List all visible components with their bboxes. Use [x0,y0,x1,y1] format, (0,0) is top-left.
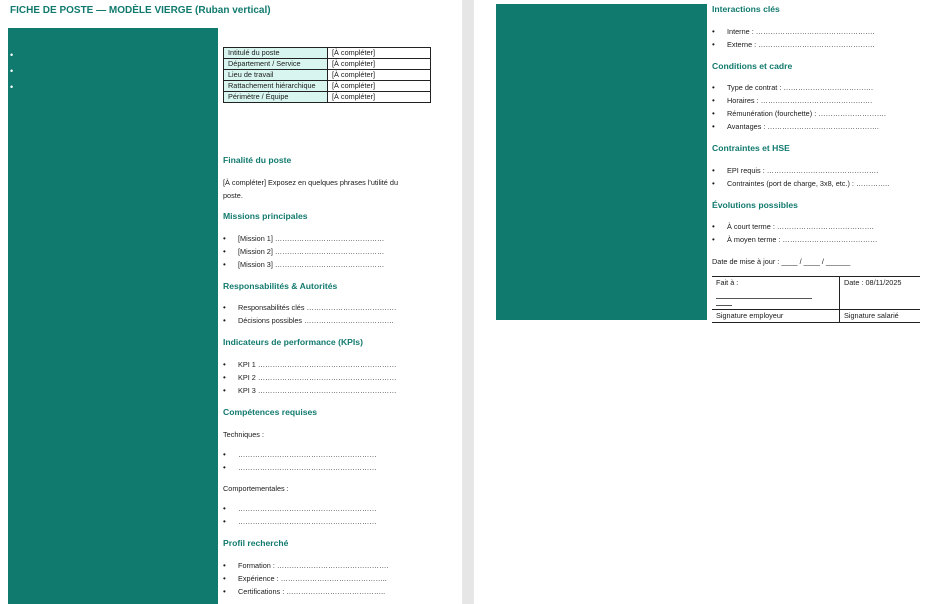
table-key: Intitulé du poste [224,48,328,59]
signature-place-cell [712,277,839,310]
list-item: • Interne : …………………………………………. [712,25,875,38]
list-item: • KPI 1 ………………………………………………… [223,358,397,371]
list-item: • À moyen terme : ………………………………… [712,233,877,246]
list-item: • Externe : ………………………………………… [712,38,875,51]
list-item: • Responsabilités clés ………………………………. [223,301,396,314]
list-item: • ………………………………………………… [223,448,377,461]
table-value: [À compléter] [328,70,431,81]
blank-line [716,299,732,306]
document-title: FICHE DE POSTE — MODÈLE VIERGE (Ruban vertical) [10,5,271,16]
ribbon-bullet: • [10,50,14,60]
heading-missions: Missions principales [223,211,308,221]
heading-conditions: Conditions et cadre [712,61,793,71]
ribbon-bullet: • [10,66,14,76]
list-item: • Décisions possibles ………………………………. [223,314,396,327]
contraintes-list [712,164,889,190]
table-row [224,48,431,59]
signature-table [712,276,920,323]
evolutions-list [712,220,877,246]
finalite-text-line1: [À compléter] Exposez en quelques phrases l'utilité du [223,178,398,187]
list-item: • KPI 2 ………………………………………………… [223,371,397,384]
list-item: • Rémunération (fourchette) : ………………………. [712,107,886,120]
list-item: • [Mission 1] ……………………………………… [223,232,384,245]
finalite-text-line2: poste. [223,191,243,200]
signature-date-cell: Date : 08/11/2025 [839,277,920,310]
ribbon-bullet-list [10,47,13,95]
fait-a-label: Fait à : [716,278,739,287]
list-item: • Certifications : ………………………………….. [223,585,388,598]
responsabilites-list [223,301,396,327]
heading-interactions: Interactions clés [712,4,780,14]
list-item: • Horaires : ………………………………………. [712,94,886,107]
heading-kpis: Indicateurs de performance (KPIs) [223,337,363,347]
table-row [712,277,920,310]
comportementales-list [223,502,377,528]
list-item: • KPI 3 ………………………………………………… [223,384,397,397]
conditions-list [712,81,886,133]
list-item: • ………………………………………………… [223,461,377,474]
heading-evolutions: Évolutions possibles [712,200,798,210]
table-row [224,92,431,103]
list-item: • Formation : ………………………………………. [223,559,388,572]
table-value: [À compléter] [328,59,431,70]
list-item: • À court terme : …………………………………. [712,220,877,233]
techniques-list [223,448,377,474]
table-key: Lieu de travail [224,70,328,81]
list-item: • Contraintes (port de charge, 3x8, etc.) : ………….. [712,177,889,190]
vertical-ribbon [8,28,218,604]
profil-list [223,559,388,598]
interactions-list [712,25,875,51]
update-date-line: Date de mise à jour : ____ / ____ / ______ [712,257,851,266]
table-row [224,59,431,70]
table-key: Département / Service [224,59,328,70]
document-page-1 [0,0,462,604]
list-item: • [Mission 3] ……………………………………… [223,258,384,271]
kpis-list [223,358,397,397]
signature-employeur: Signature employeur [712,310,839,323]
list-item: • ………………………………………………… [223,515,377,528]
techniques-label: Techniques : [223,430,264,439]
vertical-ribbon [496,4,707,320]
heading-responsabilites: Responsabilités & Autorités [223,281,338,291]
list-item: • Expérience : …………………………………….. [223,572,388,585]
list-item: • EPI requis : ………………………………………. [712,164,889,177]
blank-line [716,288,812,299]
job-header-table [223,47,431,103]
heading-profil: Profil recherché [223,538,289,548]
list-item: • Avantages : ………………………………………. [712,120,886,133]
heading-finalite: Finalité du poste [223,155,292,165]
heading-contraintes: Contraintes et HSE [712,143,790,153]
list-item: • ………………………………………………… [223,502,377,515]
missions-list [223,232,384,271]
list-item: • [Mission 2] ……………………………………… [223,245,384,258]
table-value: [À compléter] [328,81,431,92]
signature-salarie: Signature salarié [839,310,920,323]
table-row [224,70,431,81]
table-row [712,310,920,323]
table-key: Périmètre / Équipe [224,92,328,103]
table-row [224,81,431,92]
heading-competences: Compétences requises [223,407,318,417]
table-key: Rattachement hiérarchique [224,81,328,92]
comportementales-label: Comportementales : [223,484,289,493]
list-item: • Type de contrat : ………………………………. [712,81,886,94]
table-value: [À compléter] [328,48,431,59]
table-value: [À compléter] [328,92,431,103]
ribbon-bullet: • [10,82,14,92]
